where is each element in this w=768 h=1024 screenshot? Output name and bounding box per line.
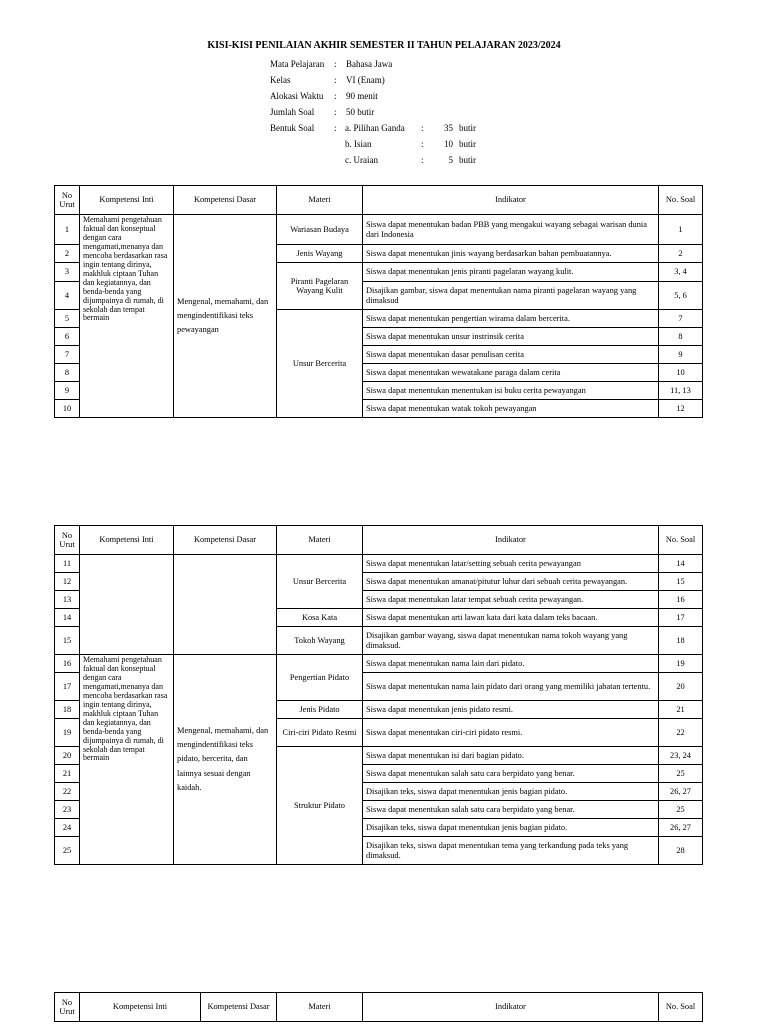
materi-cell: Tokoh Wayang	[277, 627, 363, 655]
info-row: Kelas : VI (Enam)	[270, 72, 392, 88]
indikator-cell: Siswa dapat menentukan pengertian wirama dalam bercerita.	[363, 310, 659, 328]
header-kd: Kompetensi Dasar	[174, 526, 277, 555]
info-value: VI (Enam)	[346, 75, 385, 85]
row-number: 13	[55, 591, 80, 609]
bentuk-soal-name: a. Pilihan Ganda	[345, 123, 405, 133]
indikator-cell: Siswa dapat menentukan arti lawan kata dari kata dalam teks bacaan.	[363, 609, 659, 627]
table-row	[55, 655, 703, 673]
info-label: Kelas	[270, 75, 291, 85]
soal-number: 7	[659, 310, 703, 328]
header-no: No Urut	[55, 993, 80, 1022]
kisi-table-1	[54, 185, 703, 418]
row-number: 8	[55, 364, 80, 382]
bentuk-soal-unit: butir	[459, 139, 476, 149]
materi-cell: Unsur Bercerita	[277, 555, 363, 609]
kompetensi-dasar-cell: Mengenal, memahami, dan mengindentifikasi teks pidato, bercerita, dan lainnya sesuai dengan kaidah.	[174, 655, 277, 865]
row-number: 18	[55, 701, 80, 719]
header-kd: Kompetensi Dasar	[174, 186, 277, 215]
info-value: Bahasa Jawa	[346, 59, 393, 69]
bentuk-soal-list	[345, 120, 476, 168]
indikator-cell: Siswa dapat menentukan dasar penulisan cerita	[363, 346, 659, 364]
indikator-cell: Siswa dapat menentukan jinis wayang berdasarkan bahan pembuatannya.	[363, 245, 659, 263]
row-number: 23	[55, 801, 80, 819]
indikator-cell: Siswa dapat menentukan isi dari bagian pidato.	[363, 747, 659, 765]
kompetensi-inti-cell-empty	[80, 555, 174, 655]
bentuk-soal-unit: butir	[459, 155, 476, 165]
materi-cell: Jenis Pidato	[277, 701, 363, 719]
kompetensi-inti-cell: Memahami pengetahuan faktual dan konseptual dengan cara mengamati,menanya dan mencoba berdasarkan rasa ingin tentang dirinya, makhluk ciptaan Tuhan dan kegiatannya, dan benda-benda yang dijumpainya di rumah, di sekolah dan tempat bermain	[80, 655, 174, 865]
row-number: 21	[55, 765, 80, 783]
soal-number: 28	[659, 837, 703, 865]
header-indikator: Indikator	[363, 526, 659, 555]
indikator-cell: Siswa dapat menentukan nama lain dari pidato.	[363, 655, 659, 673]
kisi-table-3	[54, 992, 703, 1022]
indikator-cell: Siswa dapat menentukan jenis pidato resmi.	[363, 701, 659, 719]
kompetensi-inti-cell: Memahami pengetahuan faktual dan konseptual dengan cara mengamati,menanya dan mencoba berdasarkan rasa ingin tentang dirinya, makhluk ciptaan Tuhan dan kegiatannya, dan benda-benda yang dijumpainya di rumah, di sekolah dan tempat bermain	[80, 215, 174, 418]
soal-number: 19	[659, 655, 703, 673]
indikator-cell: Siswa dapat menentukan menentukan isi buku cerita pewayangan	[363, 382, 659, 400]
row-number: 15	[55, 627, 80, 655]
soal-number: 22	[659, 719, 703, 747]
soal-number: 21	[659, 701, 703, 719]
info-row: Bentuk Soal :	[270, 120, 392, 136]
soal-number: 11, 13	[659, 382, 703, 400]
header-soal: No. Soal	[659, 186, 703, 215]
soal-number: 23, 24	[659, 747, 703, 765]
row-number: 4	[55, 282, 80, 310]
soal-number: 8	[659, 328, 703, 346]
soal-number: 20	[659, 673, 703, 701]
row-number: 12	[55, 573, 80, 591]
header-ki: Kompetensi Inti	[80, 526, 174, 555]
bentuk-soal-item: b. Isian : 10 butir	[345, 136, 476, 152]
bentuk-soal-item: c. Uraian : 5 butir	[345, 152, 476, 168]
row-number: 6	[55, 328, 80, 346]
bentuk-soal-item: a. Pilihan Ganda : 35 butir	[345, 120, 476, 136]
bentuk-soal-name: b. Isian	[345, 139, 372, 149]
kompetensi-dasar-cell-empty	[174, 555, 277, 655]
header-indikator: Indikator	[363, 993, 659, 1022]
soal-number: 25	[659, 801, 703, 819]
indikator-cell: Siswa dapat menentukan latar/setting sebuah cerita pewayangan	[363, 555, 659, 573]
header-ki: Kompetensi Inti	[80, 186, 174, 215]
soal-number: 26, 27	[659, 783, 703, 801]
soal-number: 15	[659, 573, 703, 591]
info-row: Jumlah Soal : 50 butir	[270, 104, 392, 120]
bentuk-soal-unit: butir	[459, 123, 476, 133]
info-row: Alokasi Waktu : 90 menit	[270, 88, 392, 104]
header-materi: Materi	[277, 186, 363, 215]
soal-number: 18	[659, 627, 703, 655]
row-number: 10	[55, 400, 80, 418]
header-soal: No. Soal	[659, 993, 703, 1022]
materi-cell: Wariasan Budaya	[277, 215, 363, 245]
header-indikator: Indikator	[363, 186, 659, 215]
header-no: No Urut	[55, 526, 80, 555]
materi-cell: Pengertian Pidato	[277, 655, 363, 701]
row-number: 2	[55, 245, 80, 263]
bentuk-soal-count: 10	[444, 139, 453, 149]
soal-number: 1	[659, 215, 703, 245]
soal-number: 14	[659, 555, 703, 573]
row-number: 17	[55, 673, 80, 701]
indikator-cell: Siswa dapat menentukan nama lain pidato dari orang yang memiliki jabatan tertentu.	[363, 673, 659, 701]
indikator-cell: Siswa dapat menentukan unsur instrinsik cerita	[363, 328, 659, 346]
materi-cell: Unsur Bercerita	[277, 310, 363, 418]
document-title: KISI-KISI PENILAIAN AKHIR SEMESTER II TAHUN PELAJARAN 2023/2024	[207, 40, 561, 51]
indikator-cell: Siswa dapat menentukan salah satu cara berpidato yang benar.	[363, 765, 659, 783]
indikator-cell: Disajikan teks, siswa dapat menentukan jenis bagian pidato.	[363, 819, 659, 837]
row-number: 14	[55, 609, 80, 627]
table-row	[55, 215, 703, 245]
materi-cell: Jenis Wayang	[277, 245, 363, 263]
row-number: 5	[55, 310, 80, 328]
materi-cell: Piranti Pagelaran Wayang Kulit	[277, 263, 363, 310]
soal-number: 16	[659, 591, 703, 609]
soal-number: 25	[659, 765, 703, 783]
row-number: 22	[55, 783, 80, 801]
soal-number: 17	[659, 609, 703, 627]
info-label: Alokasi Waktu	[270, 91, 324, 101]
row-number: 16	[55, 655, 80, 673]
soal-number: 2	[659, 245, 703, 263]
row-number: 3	[55, 263, 80, 282]
info-label: Mata Pelajaran	[270, 59, 325, 69]
indikator-cell: Disajikan gambar, siswa dapat menentukan nama piranti pagelaran wayang yang dimaksud	[363, 282, 659, 310]
soal-number: 9	[659, 346, 703, 364]
indikator-cell: Siswa dapat menentukan badan PBB yang mengakui wayang sebagai warisan dunia dari Indonesia	[363, 215, 659, 245]
info-value: 50 butir	[346, 107, 375, 117]
table-header-row	[55, 186, 703, 215]
info-value: 90 menit	[346, 91, 378, 101]
indikator-cell: Disajikan gambar wayang, siswa dapat menentukan nama tokoh wayang yang dimaksud.	[363, 627, 659, 655]
header-materi: Materi	[277, 993, 363, 1022]
table-row	[55, 555, 703, 573]
soal-number: 5, 6	[659, 282, 703, 310]
indikator-cell: Siswa dapat menentukan jenis piranti pagelaran wayang kulit.	[363, 263, 659, 282]
kompetensi-dasar-cell: Mengenal, memahami, dan mengindentifikasi teks pewayangan	[174, 215, 277, 418]
soal-number: 3, 4	[659, 263, 703, 282]
row-number: 20	[55, 747, 80, 765]
row-number: 24	[55, 819, 80, 837]
row-number: 1	[55, 215, 80, 245]
bentuk-soal-count: 5	[448, 155, 453, 165]
indikator-cell: Disajikan teks, siswa dapat menentukan tema yang terkandung pada teks yang dimaksud.	[363, 837, 659, 865]
info-label: Bentuk Soal	[270, 123, 315, 133]
row-number: 9	[55, 382, 80, 400]
indikator-cell: Siswa dapat menentukan ciri-ciri pidato resmi.	[363, 719, 659, 747]
header-materi: Materi	[277, 526, 363, 555]
header-kd: Kompetensi Dasar	[201, 993, 277, 1022]
indikator-cell: Siswa dapat menentukan salah satu cara berpidato yang benar.	[363, 801, 659, 819]
indikator-cell: Siswa dapat menentukan latar tempat sebuah cerita pewayangan.	[363, 591, 659, 609]
soal-number: 10	[659, 364, 703, 382]
soal-number: 12	[659, 400, 703, 418]
indikator-cell: Siswa dapat menentukan wewatakane paraga dalam cerita	[363, 364, 659, 382]
header-soal: No. Soal	[659, 526, 703, 555]
indikator-cell: Disajikan teks, siswa dapat menentukan jenis bagian pidato.	[363, 783, 659, 801]
row-number: 7	[55, 346, 80, 364]
soal-number: 26, 27	[659, 819, 703, 837]
row-number: 19	[55, 719, 80, 747]
header-no: No Urut	[55, 186, 80, 215]
table-header-row	[55, 526, 703, 555]
materi-cell: Struktur Pidato	[277, 747, 363, 865]
header-ki: Kompetensi Inti	[80, 993, 201, 1022]
row-number: 11	[55, 555, 80, 573]
indikator-cell: Siswa dapat menentukan watak tokoh pewayangan	[363, 400, 659, 418]
bentuk-soal-count: 35	[444, 123, 453, 133]
table-header-row	[55, 993, 703, 1022]
info-row: Mata Pelajaran : Bahasa Jawa	[270, 56, 392, 72]
indikator-cell: Siswa dapat menentukan amanat/pitutur luhur dari sebuah cerita pewayangan.	[363, 573, 659, 591]
kisi-table-2	[54, 525, 703, 865]
row-number: 25	[55, 837, 80, 865]
materi-cell: Kosa Kata	[277, 609, 363, 627]
materi-cell: Ciri-ciri Pidato Resmi	[277, 719, 363, 747]
bentuk-soal-name: c. Uraian	[345, 155, 378, 165]
info-label: Jumlah Soal	[270, 107, 315, 117]
